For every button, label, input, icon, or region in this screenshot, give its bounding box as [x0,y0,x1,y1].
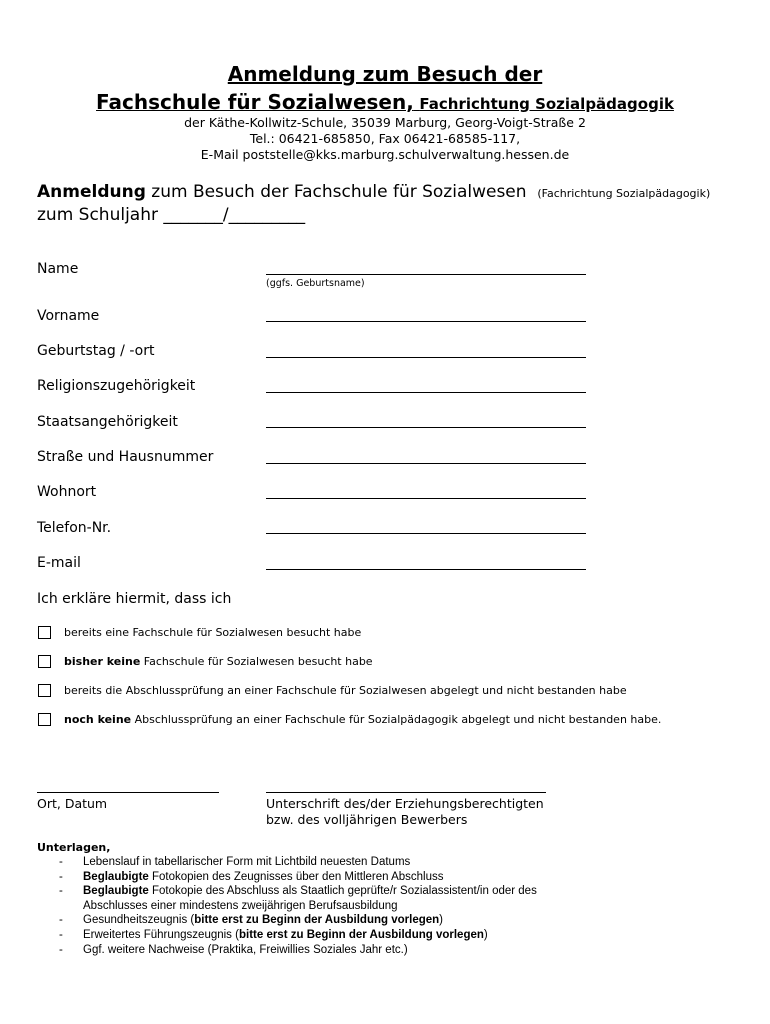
option-exam-failed: bereits die Abschlussprüfung an einer Fachschule für Sozialwesen abgelegt und nicht bestanden habe [64,684,627,697]
field-label-firstname: Vorname [37,308,100,324]
field-label-birth: Geburtstag / -ort [37,343,155,359]
documents-heading: Unterlagen, [37,841,111,854]
field-label-phone: Telefon-Nr. [37,520,112,536]
option-attended: bereits eine Fachschule für Sozialwesen besucht habe [64,626,362,639]
field-label-city: Wohnort [37,484,97,500]
list-item: - Beglaubigte Fotokopien des Zeugnisses über den Mittleren Abschluss [37,870,593,885]
list-item: - Ggf. weitere Nachweise (Praktika, Freiwillies Soziales Jahr etc.) [37,943,593,958]
form-title: Anmeldung zum Besuch der [227,62,543,86]
city-input-line[interactable] [266,498,586,499]
list-item: - Lebenslauf in tabellarischer Form mit Lichtbild neuesten Datums [37,855,593,870]
field-label-religion: Religionszugehörigkeit [37,378,196,394]
signature-label: Unterschrift des/der Erziehungsberechtigten [266,796,544,811]
form-subtitle [0,90,770,114]
phone-input-line[interactable] [266,533,586,534]
checkbox-attended[interactable] [38,626,51,639]
email-line: E-Mail poststelle@kks.marburg.schulverwaltung.hessen.de [200,147,570,162]
signature-line[interactable] [266,792,546,793]
school-name: Fachschule für Sozialwesen, [96,90,414,114]
phone-line: Tel.: 06421-685850, Fax 06421-68585-117, [249,131,521,146]
name-input-line[interactable] [266,274,586,275]
place-date-label: Ort, Datum [37,796,108,811]
signature-label-2: bzw. des volljährigen Bewerbers [266,812,468,827]
field-label-name: Name [37,261,79,277]
place-date-line[interactable] [37,792,219,793]
declaration-text: Ich erkläre hiermit, dass ich [37,591,232,607]
street-input-line[interactable] [266,463,586,464]
specialization: Fachrichtung Sozialpädagogik [419,95,674,113]
documents-list [37,855,593,957]
checkbox-no-exam[interactable] [38,713,51,726]
field-label-street: Straße und Hausnummer [37,449,214,465]
nationality-input-line[interactable] [266,427,586,428]
birth-name-hint: (ggfs. Geburtsname) [266,278,365,289]
registration-heading: Anmeldung zum Besuch der Fachschule für Sozialwesen (Fachrichtung Sozialpädagogik) [37,182,711,202]
list-item: - Gesundheitszeugnis (bitte erst zu Beginn der Ausbildung vorlegen) [37,913,593,928]
firstname-input-line[interactable] [266,321,586,322]
option-not-attended: bisher keine Fachschule für Sozialwesen besucht habe [64,655,373,668]
field-label-nationality: Staatsangehörigkeit [37,414,178,430]
list-item: - Beglaubigte Fotokopie des Abschluss als Staatlich geprüfte/r Sozialassistent/in oder des Abschlusses einer mindestens zweijährigen Berufsausbildung [37,884,593,913]
option-no-exam: noch keine Abschlussprüfung an einer Fachschule für Sozialpädagogik abgelegt und nicht bestanden habe. [64,713,662,726]
checkbox-exam-failed[interactable] [38,684,51,697]
address-line: der Käthe-Kollwitz-Schule, 35039 Marburg, Georg-Voigt-Straße 2 [184,115,586,130]
religion-input-line[interactable] [266,392,586,393]
school-year-field[interactable]: zum Schuljahr _______/_________ [37,205,306,225]
checkbox-not-attended[interactable] [38,655,51,668]
birth-input-line[interactable] [266,357,586,358]
field-label-email: E-mail [37,555,81,571]
email-input-line[interactable] [266,569,586,570]
list-item: - Erweitertes Führungszeugnis (bitte erst zu Beginn der Ausbildung vorlegen) [37,928,593,943]
